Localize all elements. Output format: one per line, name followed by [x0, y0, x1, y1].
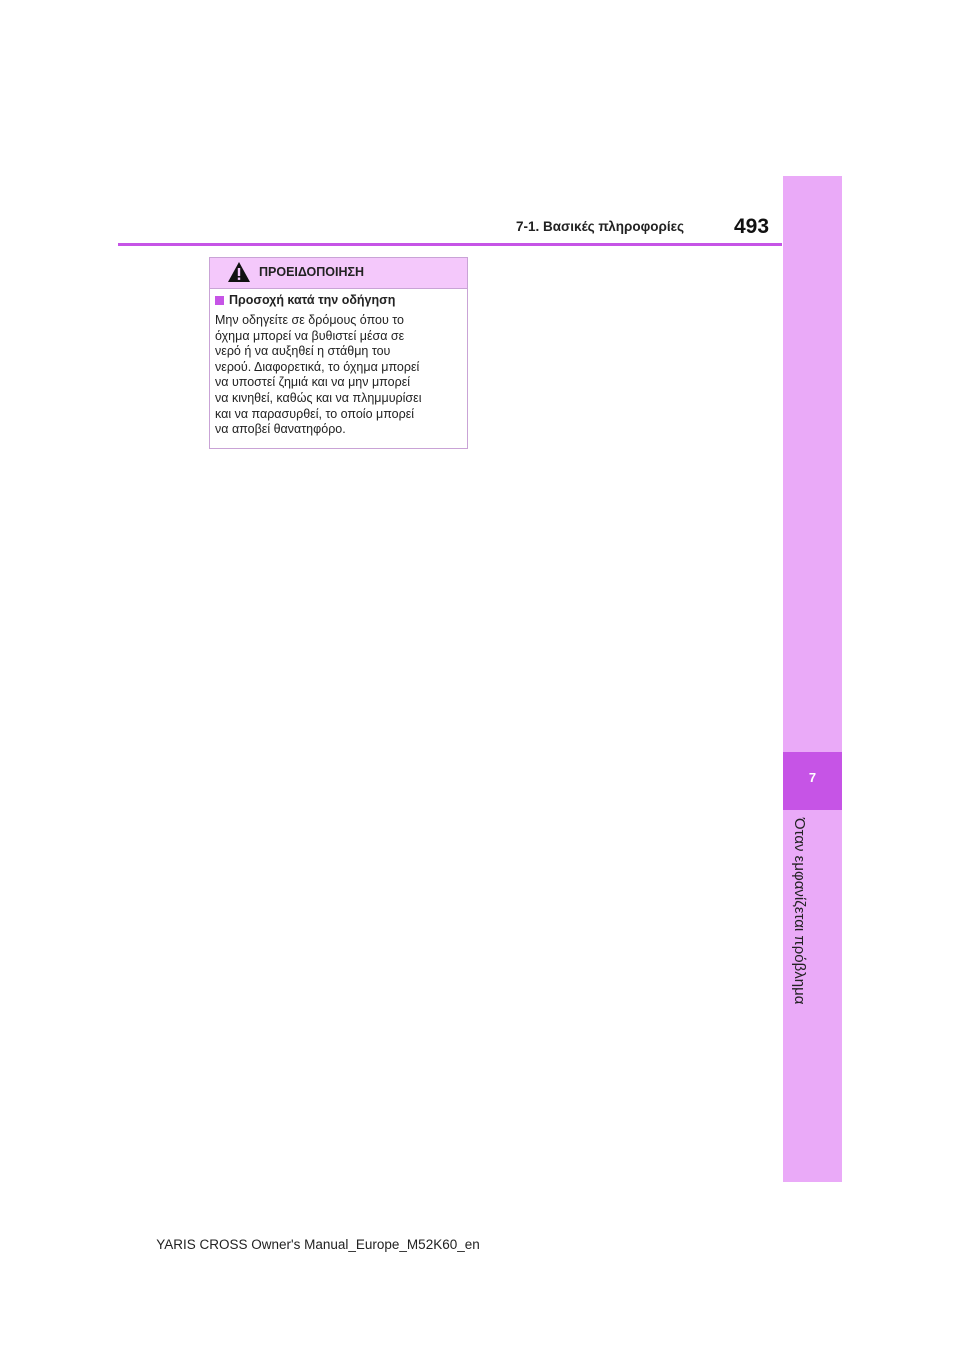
- warning-line: Μην οδηγείτε σε δρόμους όπου το: [215, 313, 404, 327]
- warning-header: [210, 258, 467, 289]
- footer: [0, 1237, 960, 1252]
- section-title: 7-1. Βασικές πληροφορίες: [516, 219, 685, 234]
- warning-line: να κινηθεί, καθώς και να πλημμυρίσει: [215, 390, 422, 405]
- warning-triangle-icon: [227, 261, 251, 283]
- warning-line: και να παρασυρθεί, το οποίο μπορεί: [215, 406, 415, 421]
- square-bullet-icon: [215, 296, 224, 305]
- warning-line: νερού. Διαφορετικά, το όχημα μπορεί: [215, 359, 420, 374]
- warning-box: [209, 257, 468, 449]
- warning-line: να υποστεί ζημιά και να μην μπορεί: [215, 375, 411, 390]
- warning-line: να αποβεί θανατηφόρο.: [215, 422, 346, 437]
- warning-body: [215, 313, 463, 438]
- warning-line: όχημα μπορεί να βυθιστεί μέσα σε: [215, 328, 405, 343]
- warning-label: ΠΡΟΕΙΔΟΠΟΙΗΣΗ: [259, 265, 365, 279]
- warning-line: νερό ή να αυξηθεί η στάθμη του: [215, 344, 391, 359]
- chapter-number-box: [783, 752, 842, 810]
- footer-text: YARIS CROSS Owner's Manual_Europe_M52K60_en: [156, 1237, 480, 1252]
- chapter-title: Όταν εμφανίζεται πρόβλημα: [791, 818, 808, 1005]
- warning-subheading-text: Προσοχή κατά την οδήγηση: [229, 293, 396, 307]
- page-number: 493: [734, 215, 770, 238]
- warning-subheading: [215, 293, 395, 307]
- chapter-number: 7: [808, 770, 817, 785]
- chapter-side-tab: [783, 176, 842, 1182]
- header-divider: [118, 243, 782, 246]
